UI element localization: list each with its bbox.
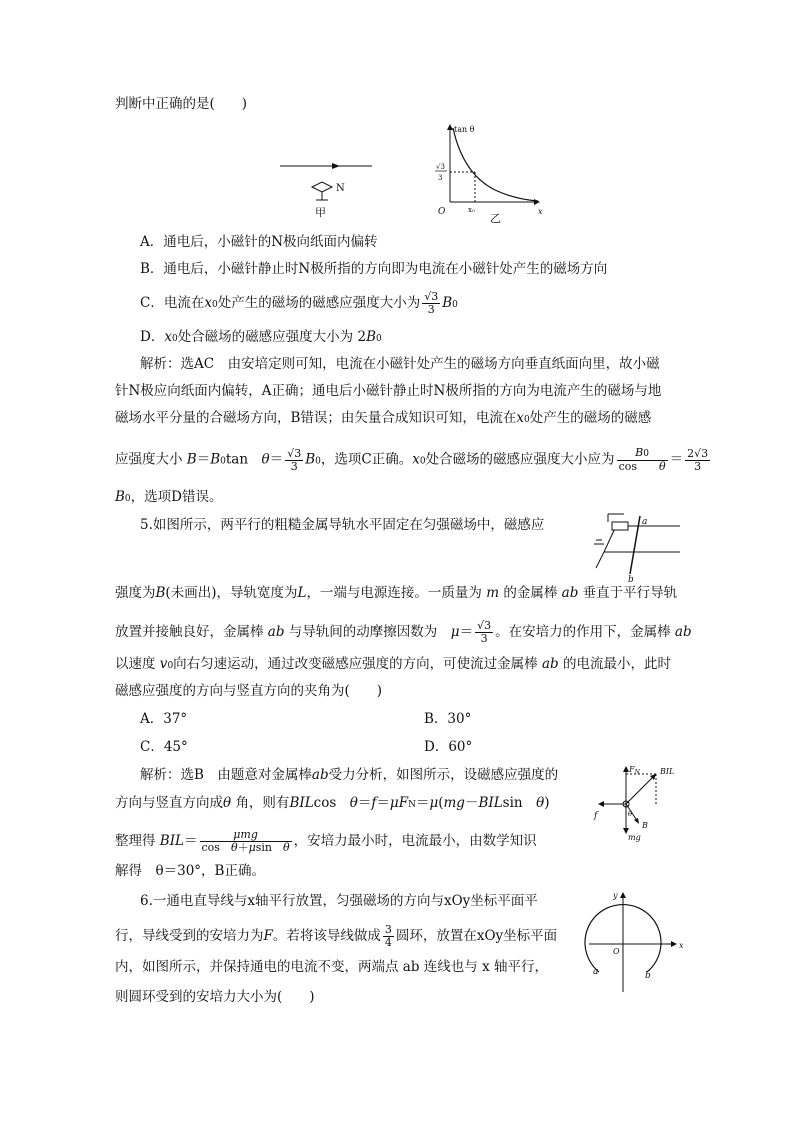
- yi-y-label: tan θ: [454, 125, 475, 134]
- yi-x-label: x: [538, 207, 543, 216]
- q4-stem-tail: 判断中正确的是( ): [115, 96, 248, 112]
- q4-analysis-l3: 磁场水平分量的合磁场方向，B错误；由矢量合成知识可知，电流在x0处产生的磁场的磁感: [115, 410, 652, 426]
- q6-origin: O: [613, 947, 620, 956]
- q5-option-d: D．60°: [424, 739, 473, 755]
- q6-b: b: [645, 971, 651, 981]
- q5-force-figure: [588, 762, 688, 842]
- q4-option-b: B．通电后，小磁针静止时N极所指的方向即为电流在小磁针处产生的磁场方向: [140, 261, 608, 277]
- q6-l4: 则圆环受到的安培力大小为( ): [115, 989, 315, 1005]
- figure-jia: [280, 150, 380, 220]
- q5-l4: 以速度 v0向右匀速运动，通过改变磁感应强度的方向，可使流过金属棒 ab 的电流最小，此时: [115, 656, 671, 672]
- q5-rail-figure: [588, 512, 688, 585]
- q5-analysis-l2: 方向与竖直方向成θ 角，则有BILcos θ＝f＝μFN＝μ(mg－BILsin θ): [115, 795, 550, 811]
- jia-n-label: N: [336, 183, 345, 194]
- q5-option-c: C．45°: [140, 739, 188, 755]
- q5-option-a: A．37°: [140, 711, 188, 727]
- q5-analysis-l3: 整理得 BIL＝ $\frac{\text{μmg}}{\text{cos θ＋μsin θ}}$ ，安培力最小时，电流最小，由数学知识: [115, 828, 537, 854]
- yi-ytick-den: 3: [438, 174, 443, 182]
- force-theta: θ: [628, 810, 633, 818]
- q4-option-d-post: 处合磁场的磁感应强度大小为 2: [177, 329, 367, 345]
- rail-a-label: a: [642, 517, 648, 527]
- q6-l1: 6.一通电直导线与x轴平行放置，匀强磁场的方向与xOy坐标平面平: [140, 893, 538, 909]
- q6-ring-figure: [585, 888, 685, 998]
- q4-option-c-pre: C．电流在: [140, 295, 205, 311]
- q6-y-label: y: [613, 891, 618, 900]
- q6-l3: 内，如图所示，并保持通电的电流不变，两端点 ab 连线也与 x 轴平行，: [115, 959, 548, 975]
- q5-l5: 磁感应强度的方向与竖直方向的夹角为( ): [115, 683, 383, 699]
- rail-b-label: b: [628, 575, 634, 585]
- q5-l1: 5.如图所示，两平行的粗糙金属导轨水平固定在匀强磁场中，磁感应: [140, 517, 545, 533]
- yi-ytick-num: √3: [436, 163, 445, 171]
- q6-l2: 行，导线受到的安培力为F。若将该导线做成 $\frac{3}{4}$ 圆环，放置在xOy坐标平面: [115, 923, 558, 949]
- q5-l3: 放置并接触良好，金属棒 ab 与导轨间的动摩擦因数为 μ＝ $\frac{√3}{3}$ 。在安培力的作用下，金属棒 ab: [115, 619, 692, 645]
- q5-analysis-l4: 解得 θ＝30°，B正确。: [115, 863, 265, 879]
- q4-analysis-l1: 解析：选AC 由安培定则可知，电流在小磁针处产生的磁场方向垂直纸面向里，故小磁: [140, 356, 660, 372]
- q6-x-label: x: [679, 941, 684, 950]
- q5-l2: 强度为B(未画出)，导轨宽度为L，一端与电源连接。一质量为 m 的金属棒 ab 垂直于平行导轨: [115, 585, 678, 601]
- q4-analysis-l2: 针N极应向纸面内偏转，A正确；通电后小磁针静止时N极所指的方向为电流产生的磁场与地: [115, 383, 662, 399]
- force-bil: BIL: [660, 767, 675, 776]
- force-b: B: [642, 821, 648, 830]
- q4-option-d: D．x0处合磁场的磁感应强度大小为 2B0: [140, 329, 382, 345]
- q4-option-a: A．通电后，小磁针的N极向纸面内偏转: [140, 234, 378, 250]
- q4-analysis-l5: B0，选项D错误。: [115, 489, 223, 505]
- force-fn: $F_N$: [629, 765, 640, 776]
- q4-option-c: C．电流在x0处产生的磁场的磁感应强度大小为 $\frac{√3}{3}$ B0: [140, 290, 458, 316]
- q5-option-b: B．30°: [424, 711, 472, 727]
- yi-x0: x₀: [468, 206, 475, 214]
- q5-analysis-l1: 解析：选B 由题意对金属棒ab受力分析，如图所示，设磁感应强度的: [140, 767, 559, 783]
- yi-caption: 乙: [490, 212, 501, 225]
- q4-analysis-l4: 应强度大小 B＝B0tan θ＝ $\frac{√3}{3}$ B0，选项C正确。x0处合磁场的磁感应强度大小应为 $\frac{B0}{\text{cos θ}}$ ＝ $\frac{2√3}{3}$: [115, 446, 709, 473]
- force-f: f: [594, 811, 598, 821]
- force-mg: mg: [628, 833, 641, 842]
- jia-caption: 甲: [315, 206, 326, 219]
- q4-option-c-mid: 处产生的磁场的磁感应强度大小为: [217, 295, 421, 311]
- yi-origin: O: [438, 207, 446, 217]
- figure-yi: [420, 120, 550, 225]
- q6-a: a: [593, 967, 599, 977]
